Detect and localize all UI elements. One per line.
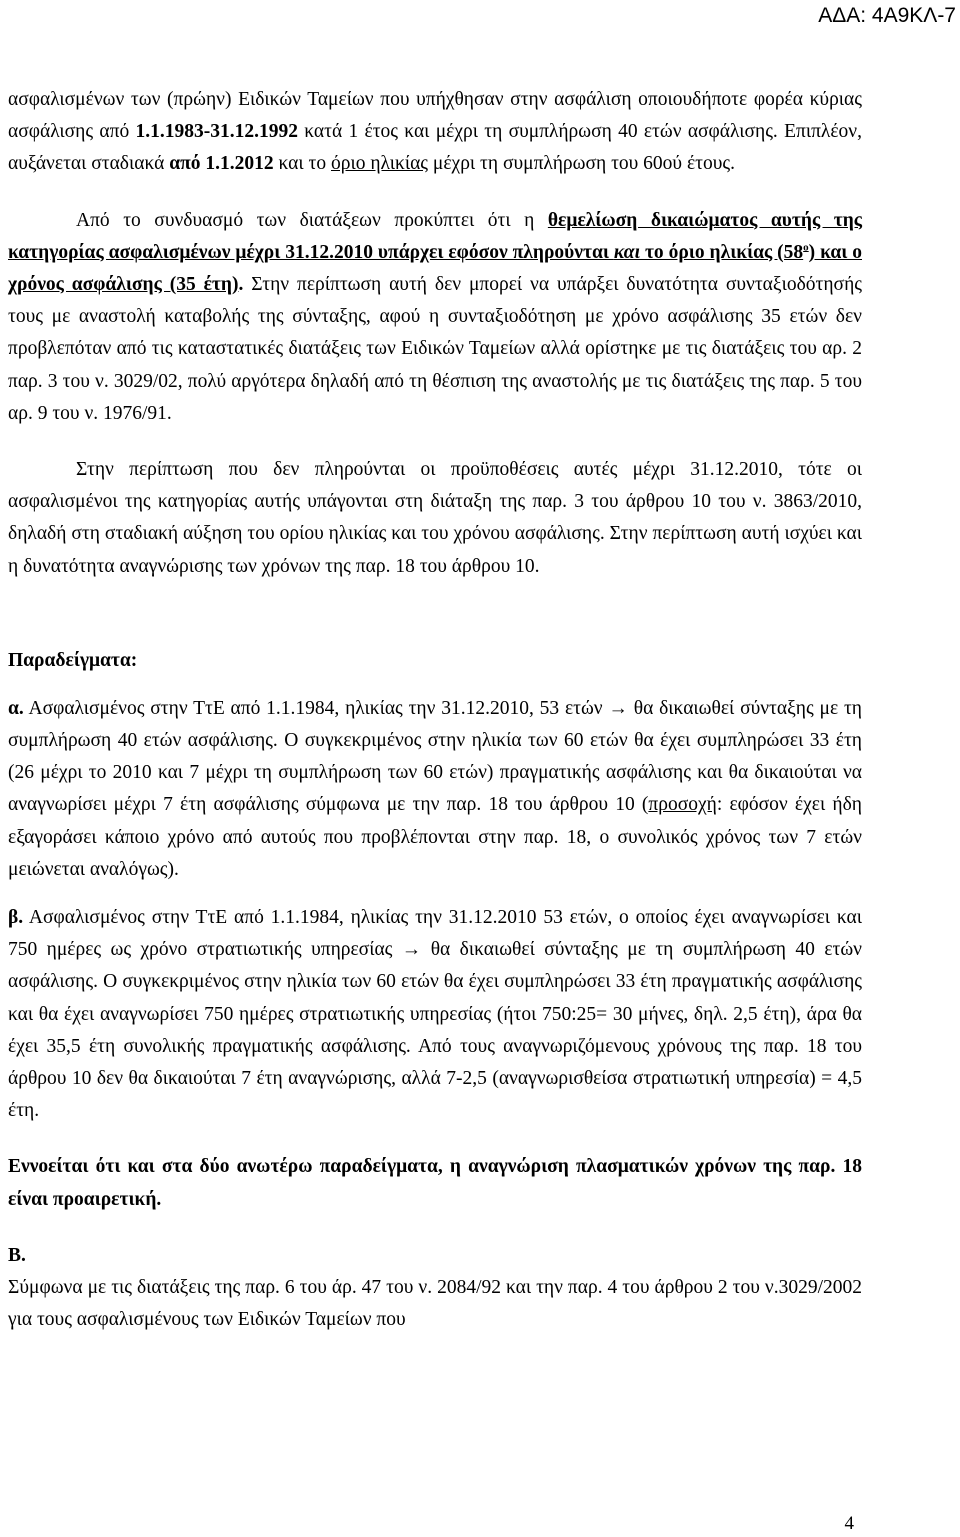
text: θα δικαιωθεί σύνταξης με τη συμπλήρωση 40 ετών ασφάλισης. Ο συγκεκριμένος στην ηλικία των 60 ετών θα έχει συμπληρώσει 33 έτη πραγματικής ασφάλισης και θα έχει αναγνωρίσει 750 ημέρες στρατιωτικής υπηρεσίας (ήτοι 750:25= 30 μήνες, δηλ. 2,5 έτη), άρα θα έχει 35,5 έτη συνολικής πραγματικής ασφάλισης. Από τους αναγνωριζόμενους χρόνους της παρ. 18 του άρθρου 10 δεν θα δικαιούται 7 έτη αναγνώρισης, αλλά 7-2,5 (αναγνωρισθείσα στρατιωτική υπηρεσία) = 4,5 έτη.	[8, 939, 862, 1122]
text: και το	[273, 153, 331, 175]
bold-italic-word: και	[613, 241, 640, 263]
text: ασφαλισμένων των (πρώην) Ειδικών Ταμείων που υπήχθησαν στην ασφάλιση οποιουδήποτε φορέα κύριας ασφάλισης από	[8, 89, 862, 143]
text: κατά 1 έτος και μέχρι τη συμπλήρωση 40 ετών ασφάλισης. Επιπλέον, αυξάνεται σταδιακά	[8, 121, 863, 175]
example-a	[8, 693, 862, 886]
text: μέχρι τη συμπλήρωση του 60ού έτους.	[428, 153, 735, 175]
bold-underlined-text: θεμελίωση δικαιώματος αυτής της κατηγορίας ασφαλισμένων μέχρι 31.12.2010 υπάρχει εφόσον πληρούνται	[8, 209, 862, 263]
text: : εφόσον έχει ήδη εξαγοράσει κάποιο χρόνο από αυτούς που προβλέπονται στην παρ. 18, ο συνολικός χρόνος των 7 ετών μειώνεται αναλόγως).	[8, 794, 862, 880]
paragraph-foundation	[8, 205, 862, 430]
arrow-icon: →	[608, 697, 628, 719]
section-b-text: Σύμφωνα με τις διατάξεις της παρ. 6 του άρ. 47 του ν. 2084/92 και την παρ. 4 του άρθρου 2 του ν.3029/2002 για τους ασφαλισμένους των Ειδικών Ταμείων που	[8, 1277, 862, 1331]
text: Στην περίπτωση αυτή δεν μπορεί να υπάρξει δυνατότητα συνταξιοδότησής τους με αναστολή καταβολής της σύνταξης, αφού η συνταξιοδότηση με χρόνο ασφάλισης 35 ετών δεν προβλεπόταν από τις καταστατικές διατάξεις των Ειδικών Ταμείων αλλά ορίστηκε με τις διατάξεις του αρ. 2 παρ. 3 του ν. 3029/02, πολύ αργότερα δηλαδή από τη θέσπιση της αναστολής με τις διατάξεις της παρ. 5 του αρ. 9 του ν. 1976/91.	[8, 274, 862, 424]
document-code-header: ΑΔΑ: 4Α9ΚΛ-7	[818, 4, 956, 27]
paragraph-conditions: Στην περίπτωση που δεν πληρούνται οι προϋποθέσεις αυτές μέχρι 31.12.2010, τότε οι ασφαλισμένοι της κατηγορίας αυτής υπάγονται στη διάταξη της παρ. 3 του άρθρου 10 του ν. 3863/2010, δηλαδή στη σταδιακή αύξηση του ορίου ηλικίας και του χρόνου ασφάλισης. Στην περίπτωση αυτή ισχύει και η δυνατότητα αναγνώρισης των χρόνων της παρ. 18 του άρθρου 10.	[8, 459, 862, 577]
paragraph-intro	[8, 84, 862, 181]
bold-date-range: 1.1.1983-31.12.1992	[135, 121, 298, 143]
examples-heading: Παραδείγματα:	[8, 649, 138, 671]
bold-date: από 1.1.2012	[169, 153, 274, 175]
example-label: α.	[8, 697, 24, 719]
page-number: 4	[844, 1513, 854, 1534]
underlined-term: όριο ηλικίας	[331, 153, 429, 175]
text: Ασφαλισμένος στην ΤτΕ από 1.1.1984, ηλικίας την 31.12.2010 53 ετών, ο οποίος έχει αναγνωρίσει και 750 ημέρες ως χρόνο στρατιωτικής υπηρεσίας	[8, 907, 862, 961]
note-paragraph: Εννοείται ότι και στα δύο ανωτέρω παραδείγματα, η αναγνώριση πλασματικών χρόνων της παρ. 18 είναι προαιρετική.	[8, 1156, 862, 1210]
arrow-icon: →	[401, 939, 422, 961]
section-b-label: Β.	[8, 1244, 26, 1266]
bold-underlined-text: ) και ο χρόνος ασφάλισης (35 έτη)	[8, 241, 862, 296]
document-body	[8, 84, 862, 1337]
text: Από το συνδυασμό των διατάξεων προκύπτει ότι η	[76, 209, 548, 231]
text: .	[238, 274, 244, 296]
bold-underlined-text: το όριο ηλικίας (58	[640, 241, 804, 263]
example-label: β.	[8, 907, 24, 929]
text: Ασφαλισμένος στην ΤτΕ από 1.1.1984, ηλικίας την 31.12.2010, 53 ετών	[23, 697, 609, 719]
superscript: ο	[803, 241, 809, 254]
text: θα δικαιωθεί σύνταξης με τη συμπλήρωση 40 ετών ασφάλισης. Ο συγκεκριμένος στην ηλικία των 60 ετών θα έχει συμπληρώσει 33 έτη (26 μέχρι το 2010 και 7 μέχρι τη συμπλήρωση των 60 ετών) πραγματικής ασφάλισης και θα δικαιούται να αναγνωρίσει μέχρι 7 έτη ασφάλισης σύμφωνα με την παρ. 18 του άρθρου 10 (	[8, 697, 863, 816]
underlined-term: προσοχή	[648, 794, 717, 816]
example-b	[8, 902, 862, 1127]
